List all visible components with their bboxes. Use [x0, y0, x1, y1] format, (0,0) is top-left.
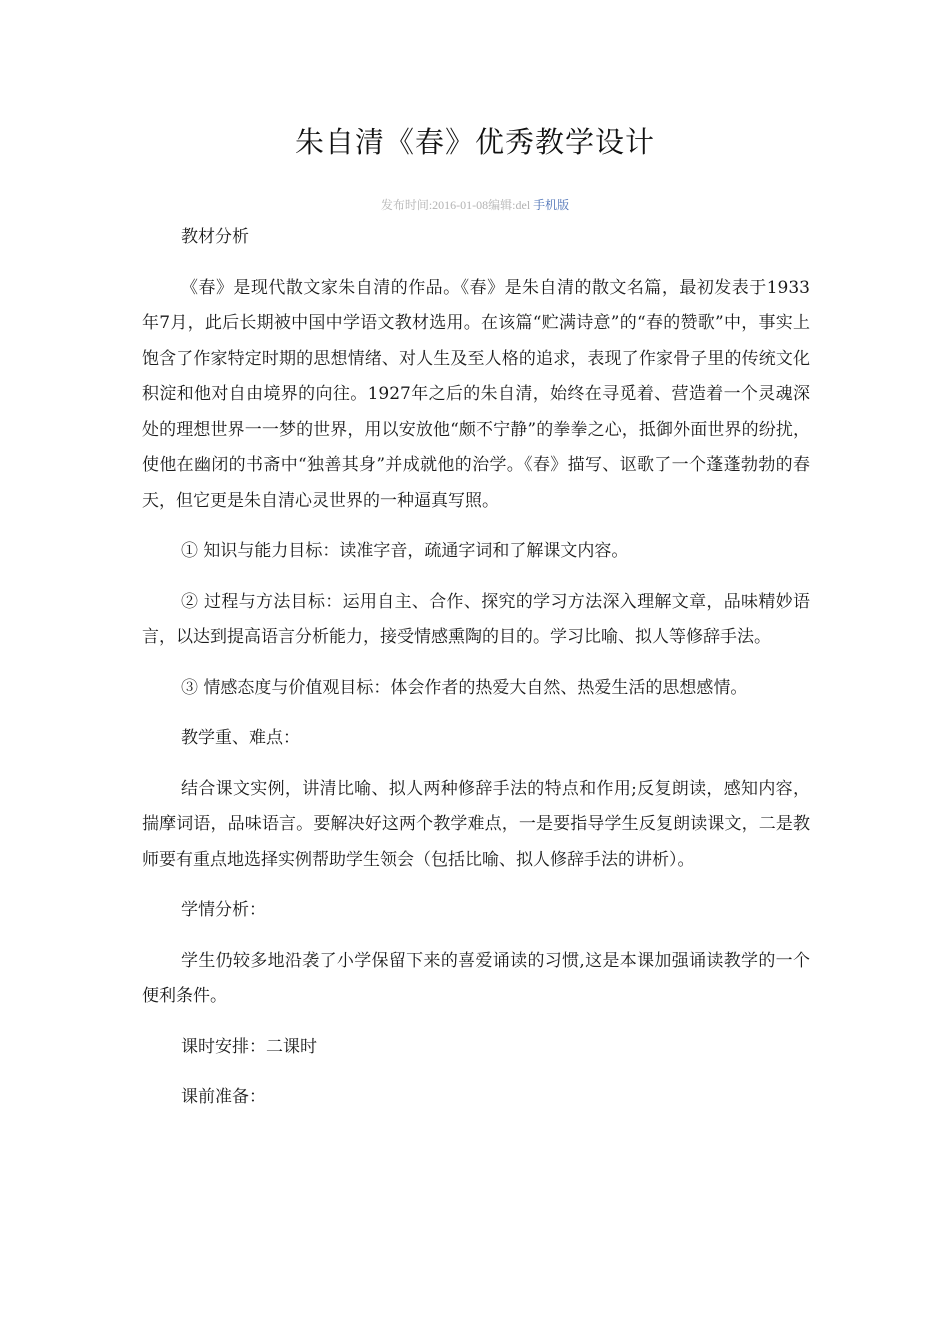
paragraph-students: 学生仍较多地沿袭了小学保留下来的喜爱诵读的习惯,这是本课加强诵读教学的一个便利条件。 [142, 950, 810, 1006]
paragraph-key-points: 结合课文实例，讲清比喻、拟人两种修辞手法的特点和作用;反复朗读，感知内容，揣摩词语，品味语言。要解决好这两个教学难点，一是要指导学生反复朗读课文，二是教师要有重点地选择实例帮助学生领会（包括比喻、拟人修辞手法的讲析）。 [142, 778, 810, 870]
page-title: 朱自清《春》优秀教学设计 [294, 125, 655, 159]
goal-emotion: ③ 情感态度与价值观目标：体会作者的热爱大自然、热爱生活的思想感情。 [181, 677, 748, 698]
mobile-version-link[interactable]: 手机版 [533, 198, 570, 212]
paragraph-schedule: 课时安排：二课时 [181, 1036, 317, 1057]
goal-knowledge: ① 知识与能力目标：读准字音，疏通字词和了解课文内容。 [181, 541, 629, 561]
article-meta [0, 196, 950, 214]
goal-process: ② 过程与方法目标：运用自主、合作、探究的学习方法深入理解文章，品味精妙语言，以达到提高语言分析能力，接受情感熏陶的目的。学习比喻、拟人等修辞手法。 [142, 591, 810, 647]
article-body [142, 220, 810, 1116]
paragraph-intro: 《春》是现代散文家朱自清的作品。《春》是朱自清的散文名篇，最初发表于1933年7月，此后长期被中国中学语文教材选用。在该篇“贮满诗意”的“春的赞歌”中，事实上饱含了作家特定时期的思想情绪、对人生及至人格的追求，表现了作家骨子里的传统文化积淀和他对自由境界的向往。1927年之后的朱自清，始终在寻觅着、营造着一个灵魂深处的理想世界一一梦的世界，用以安放他“颇不宁静”的拳拳之心，抵御外面世界的纷扰，使他在幽闭的书斋中“独善其身”并成就他的治学。《春》描写、讴歌了一个蓬蓬勃勃的春天，但它更是朱自清心灵世界的一种逼真写照。 [142, 277, 810, 511]
section-heading-analysis: 教材分析 [181, 227, 249, 247]
section-heading-key-points: 教学重、难点： [181, 728, 300, 748]
section-heading-students: 学情分析： [181, 900, 266, 920]
editor-info: 编辑:del [488, 198, 531, 212]
publish-date: 发布时间:2016-01-08 [380, 198, 489, 212]
section-heading-preparation: 课前准备： [181, 1087, 266, 1107]
